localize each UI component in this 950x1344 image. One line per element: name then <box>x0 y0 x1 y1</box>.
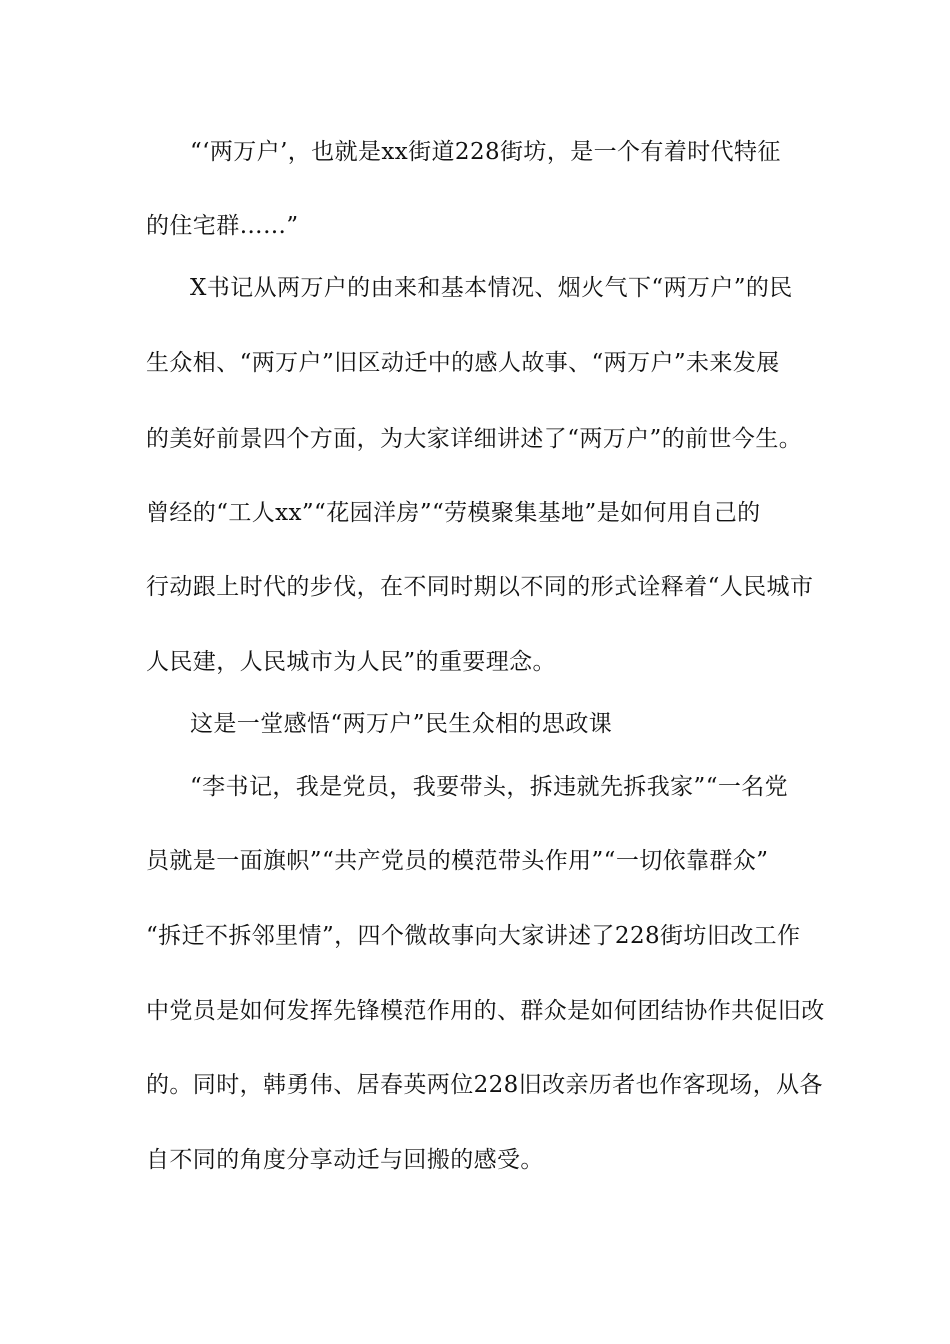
paragraph-2-line-5: 行动跟上时代的步伐，在不同时期以不同的形式诠释着“人民城市 <box>146 574 814 600</box>
paragraph-3-line-5: 的。同时，韩勇伟、居春英两位228旧改亲历者也作客现场，从各 <box>146 1072 823 1098</box>
paragraph-2-line-1: X书记从两万户的由来和基本情况、烟火气下“两万户”的民 <box>190 275 793 301</box>
paragraph-2-line-6: 人民建，人民城市为人民”的重要理念。 <box>146 649 556 675</box>
paragraph-3-line-6: 自不同的角度分享动迁与回搬的感受。 <box>146 1147 544 1173</box>
paragraph-1-line-2: 的住宅群……” <box>146 213 299 239</box>
paragraph-1-line-1: “‘两万户’，也就是xx街道228街坊，是一个有着时代特征 <box>190 139 781 165</box>
section-heading: 这是一堂感悟“两万户”民生众相的思政课 <box>190 711 613 737</box>
paragraph-2-line-2: 生众相、“两万户”旧区动迁中的感人故事、“两万户”未来发展 <box>146 350 780 376</box>
paragraph-2-line-3: 的美好前景四个方面，为大家详细讲述了“两万户”的前世今生。 <box>146 426 803 452</box>
paragraph-3-line-2: 员就是一面旗帜”“共产党员的模范带头作用”“一切依靠群众” <box>146 848 769 874</box>
paragraph-2-line-4: 曾经的“工人xx”“花园洋房”“劳模聚集基地”是如何用自己的 <box>146 500 761 526</box>
paragraph-3-line-3: “拆迁不拆邻里情”，四个微故事向大家讲述了228街坊旧改工作 <box>146 923 801 949</box>
paragraph-3-line-4: 中党员是如何发挥先锋模范作用的、群众是如何团结协作共促旧改 <box>146 998 825 1024</box>
paragraph-3-line-1: “李书记，我是党员，我要带头，拆违就先拆我家”“一名党 <box>190 774 789 800</box>
